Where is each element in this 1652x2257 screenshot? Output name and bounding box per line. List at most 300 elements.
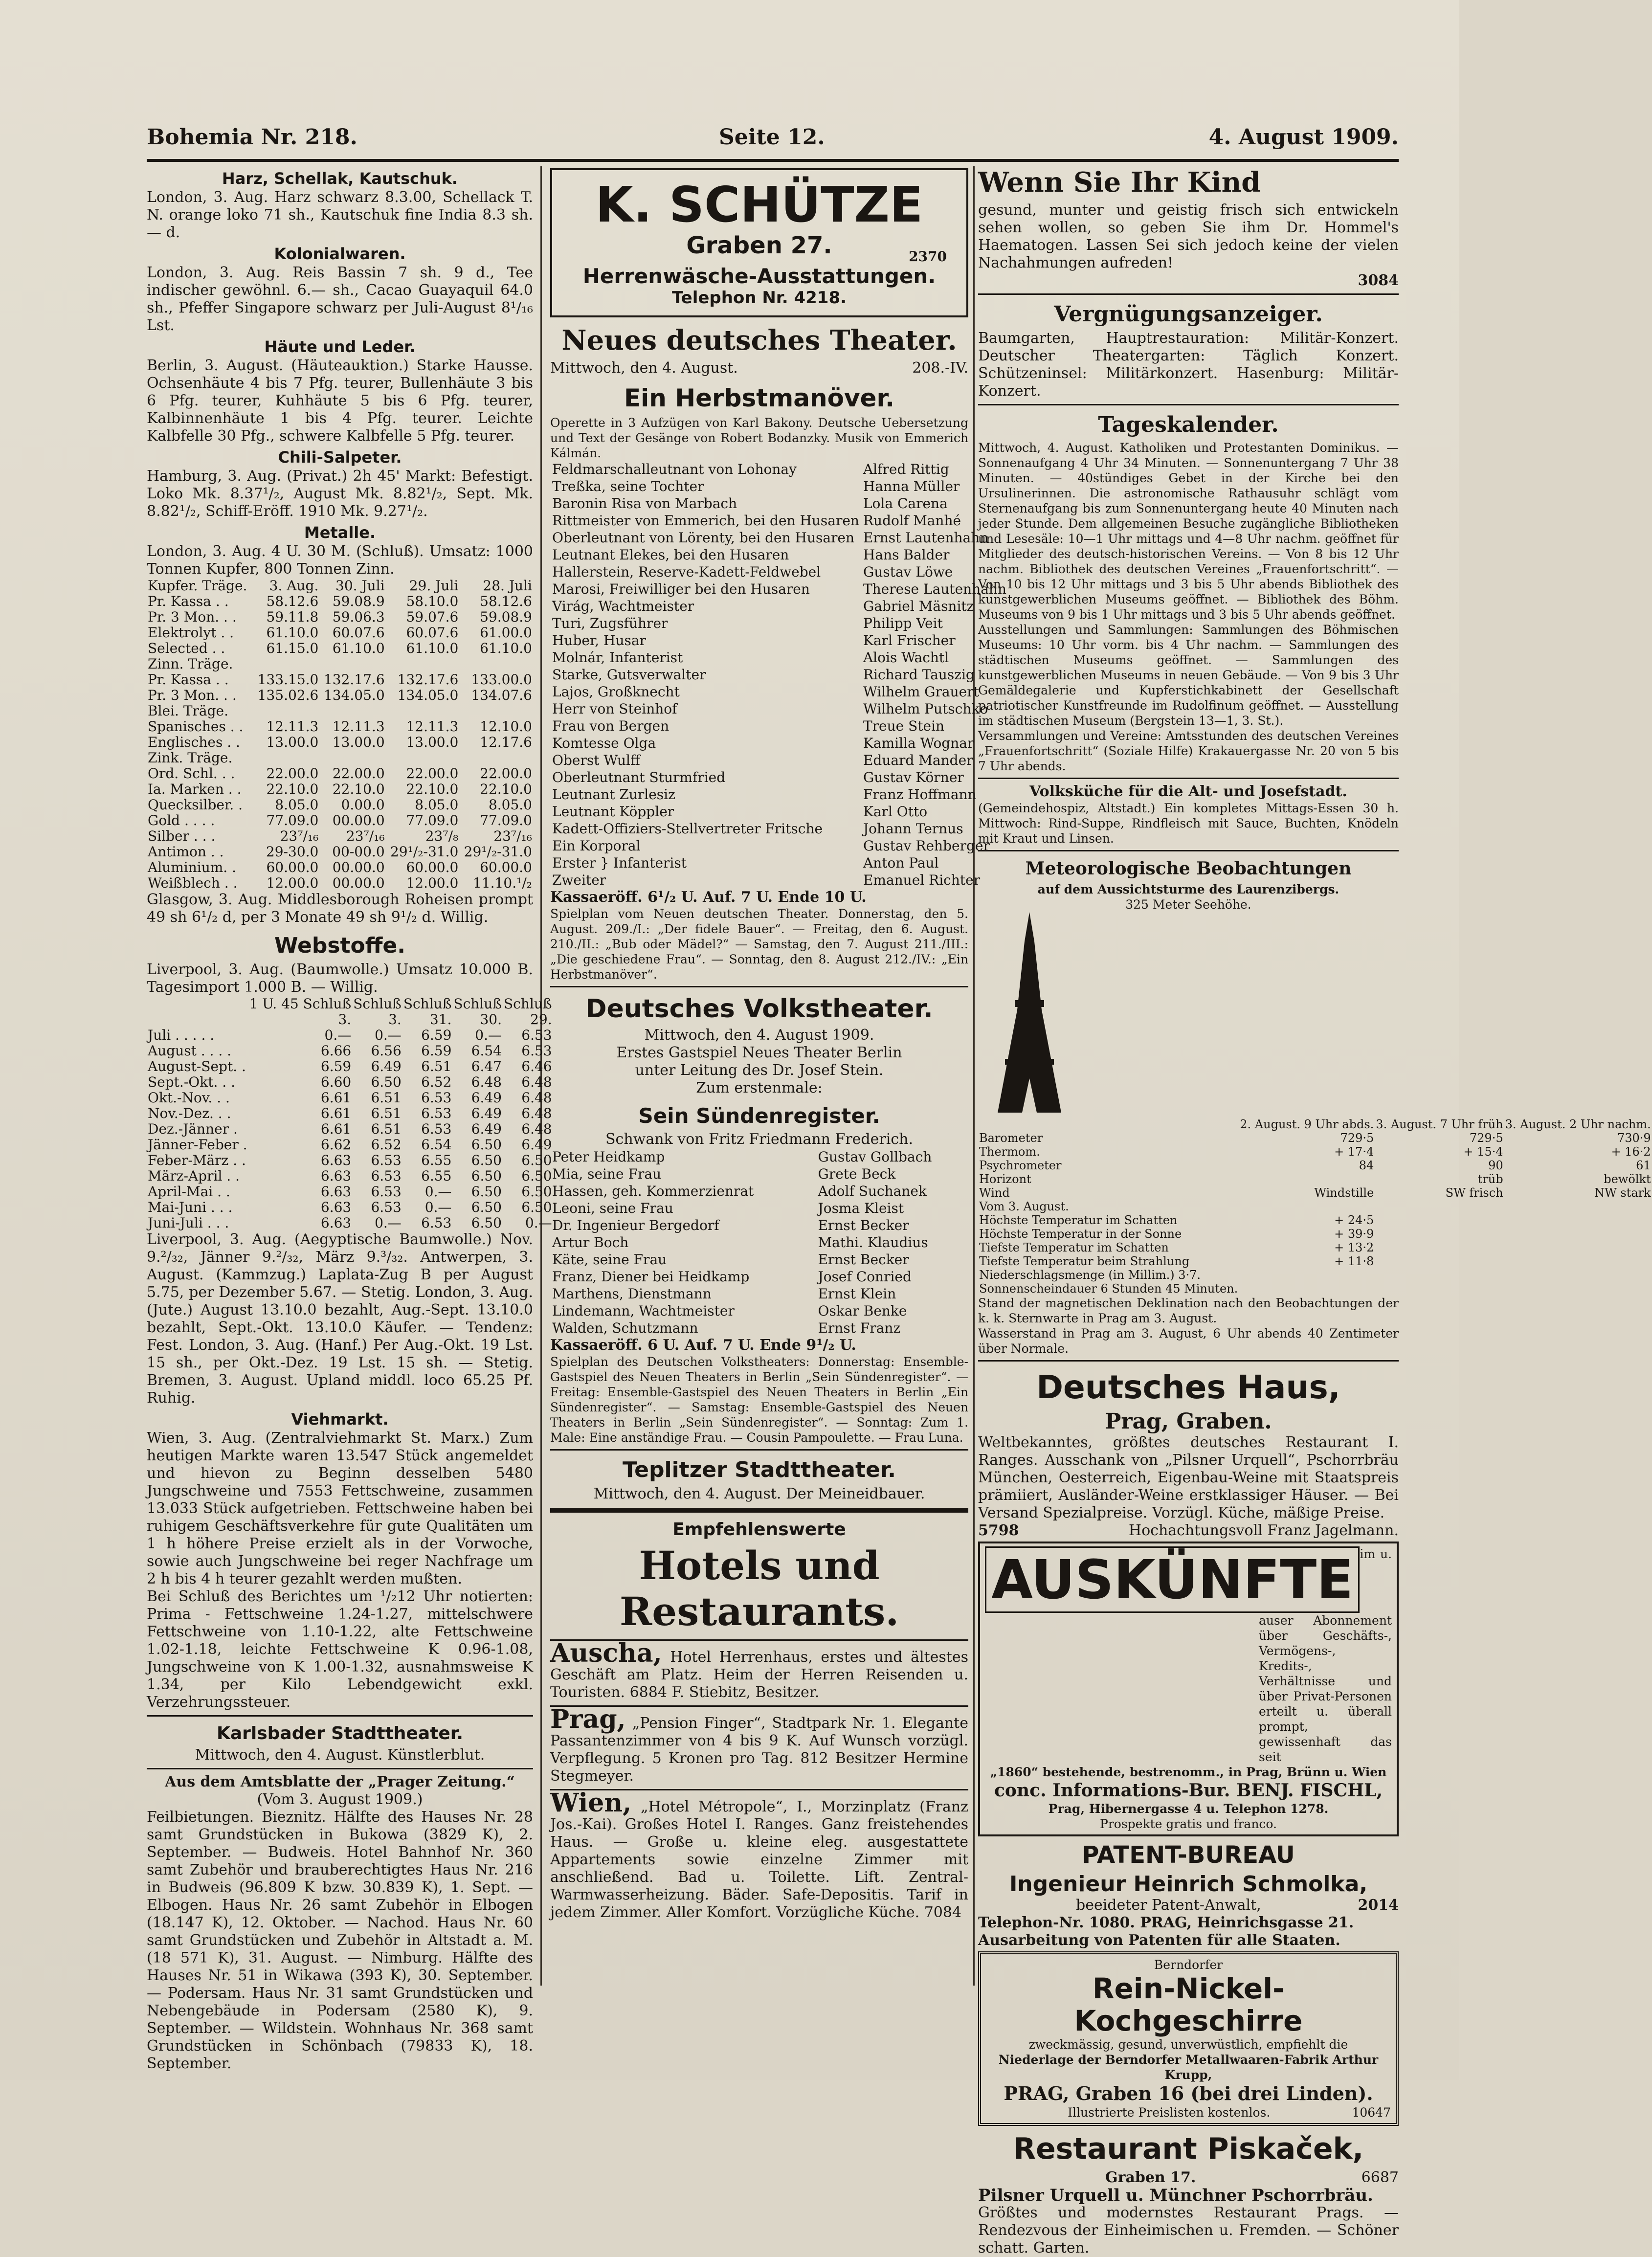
metal-row-cell: 0.00.0 <box>341 797 385 813</box>
cotton-row-cell: 6.54 <box>421 1137 452 1153</box>
cotton-row-cell: Nov.-Dez. . . <box>148 1105 231 1121</box>
meteo-row-cell: 3. August. 2 Uhr nachm. <box>1505 1117 1651 1131</box>
metal-row-cell: 12.17.6 <box>480 734 532 750</box>
schuetze-number: 2370 <box>909 248 947 265</box>
metal-row-cell: 22.00.0 <box>266 765 319 782</box>
cotton-row-cell: 3. <box>388 1011 402 1028</box>
cast-row-cell: Richard Tauszig <box>863 667 975 683</box>
metal-row-cell <box>319 656 385 672</box>
metal-row-cell: 3. Aug. <box>269 578 319 594</box>
neues-date: Mittwoch, den 4. August. <box>550 359 738 377</box>
berndorf-ad <box>978 1951 1399 2126</box>
cast-row-cell: Artur Boch <box>552 1234 629 1251</box>
neues-plan: Spielplan vom Neuen deutschen Theater. Donnerstag, den 5. August. 209./I.: „Der fidele Bauer“. — Freitag, den 6. August. 210./II.: „Bub oder Mädel?“ — Samstag, den 7. August 211./III.: „Die geschiedene Frau“. — Sonntag, den 8. August 212./IV.: „Ein Herbstmanöver“. <box>550 907 968 982</box>
metal-row <box>147 594 533 609</box>
cast-row-cell: Hanna Müller <box>863 478 960 494</box>
volks-guest-1: Erstes Gastspiel Neues Theater Berlin <box>616 1044 902 1061</box>
cast-row <box>550 769 1008 786</box>
cast-row <box>550 786 1008 803</box>
cast-row-cell: Wilhelm Grauert <box>863 684 979 700</box>
amts-heading: Aus dem Amtsblatte der „Prager Zeitung.“ <box>165 1773 515 1790</box>
metal-row-cell: 77.09.0 <box>266 812 319 828</box>
meteo-row <box>978 1117 1652 1131</box>
cotton-row <box>147 1090 553 1106</box>
meteo-note: Stand der magnetischen Deklination nach den Beobachtungen der k. k. Sternwarte in Prag am 3. August. <box>978 1296 1399 1325</box>
meteo-row-cell: Horizont <box>979 1172 1031 1186</box>
cotton-row-cell: 6.59 <box>320 1058 352 1074</box>
cotton-row-cell: 31. <box>429 1011 452 1028</box>
cotton-row-cell: 6.53 <box>421 1121 452 1137</box>
cotton-row-cell: August . . . . <box>148 1043 232 1059</box>
header-left: Bohemia Nr. 218. <box>147 125 357 150</box>
vieh-text-1: Wien, 3. Aug. (Zentralviehmarkt St. Marx.) Zum heutigen Markte waren 13.547 Stück angemeldet und hievon zu Beginn desselben 5480 Jungschweine und 7553 Fettschweine, zusammen 13.033 Stück aufgetrieben. Fettschweine haben bei ruhigem Geschäftsverkehre für gute Qualitäten um 1 h höhere Preise erzielt als in der Vorwoche, sowie auch Jungschweine bei reger Nachfrage um 2 h bis 4 h teurer gezahlt werden mußten. <box>147 1430 533 1587</box>
pisk-heading: Restaurant Piskaček, <box>1013 2132 1364 2166</box>
meteo-row-cell: 730·9 <box>1617 1131 1651 1145</box>
bern-small: Berndorfer <box>1154 1958 1223 1972</box>
cast-row-cell: Leutnant Köppler <box>552 804 674 820</box>
column-3 <box>978 166 1651 2257</box>
webstoffe-text: Liverpool, 3. Aug. (Aegyptische Baumwolle.) Nov. 9.²/₃₂, Jänner 9.²/₃₂, März 9.³/₃₂. Antwerpen, 3. August. (Kammzug.) Laplata-Zug B per August 5.75, per Dezember 5.67. — Stetig. London, 3. Aug. (Jute.) August 13.10.0 bezahlt, Aug.-Sept. 13.10.0 bezahlt, Sept.-Okt. 13.10.0 Käufer. — Tendenz: Fest. London, 3. Aug. (Hanf.) Per Aug.-Okt. 19 Lst. 15 sh., per Okt.-Dez. 19 Lst. 15 sh. — Stetig. Bremen, 3. August. Upland middl. loco 65.25 Pf. Ruhig. <box>147 1231 533 1407</box>
pisk-number: 6687 <box>1361 2169 1399 2186</box>
cotton-row-cell: Schluß <box>353 996 402 1012</box>
meteo-row-cell <box>1239 1200 1375 1213</box>
cotton-row <box>147 996 553 1012</box>
cast-row <box>550 529 1008 546</box>
ad-auscha-text: Hotel Herrenhaus, erstes und ältestes Geschäft am Platz. Heim der Herren Reisenden u. Touristen. 6884 F. Stiebitz, Besitzer. <box>550 1649 968 1701</box>
neues-heading: Neues deutsches Theater. <box>561 324 957 357</box>
cotton-row-cell: 6.50 <box>521 1168 552 1184</box>
cast-row-cell: Mia, seine Frau <box>552 1166 662 1182</box>
cotton-row-cell <box>147 1012 248 1028</box>
cotton-row-cell: 6.59 <box>421 1043 452 1059</box>
cotton-row-cell: 6.50 <box>521 1199 552 1215</box>
cast-row <box>550 495 1008 512</box>
cotton-row <box>147 1059 553 1074</box>
cast-row-cell: Huber, Husar <box>552 632 646 648</box>
meteo-row-cell: Niederschlagsmenge (in Millim.) 3·7. <box>979 1268 1201 1282</box>
cast-row <box>550 1200 968 1217</box>
meteo-row-cell: Höchste Temperatur im Schatten <box>979 1213 1178 1227</box>
cast-row <box>550 872 1008 889</box>
metal-row-cell: 61.15.0 <box>266 640 319 656</box>
metal-row <box>147 766 533 782</box>
cast-row-cell: Virág, Wachtmeister <box>552 598 694 614</box>
meteo-row-cell: + 11·8 <box>1334 1254 1374 1268</box>
cotton-row-cell: 6.46 <box>521 1058 552 1074</box>
ausk-line-3: Prag, Hibernergasse 4 u. Telephon 1278. <box>1048 1802 1329 1816</box>
cotton-row-cell: 6.53 <box>371 1199 402 1215</box>
cast-row <box>550 666 1008 683</box>
pisk-text: Größtes und modernstes Restaurant Prags. — Rendezvous der Einheimischen u. Fremden. — Schöner schatt. Garten. <box>978 2204 1399 2257</box>
tages-heading: Tageskalender. <box>1098 412 1279 437</box>
metal-row-cell: 30. Juli <box>335 578 385 594</box>
metal-row <box>147 656 533 672</box>
cotton-row-cell: 6.48 <box>521 1105 552 1121</box>
cast-row-cell: Josef Conried <box>818 1269 912 1285</box>
meteo-row-cell <box>1239 1172 1375 1186</box>
cast-row <box>550 581 1008 598</box>
metal-row-cell: 23⁷/₁₆ <box>493 828 532 844</box>
meteo-row-cell: + 24·5 <box>1334 1213 1374 1227</box>
cast-row <box>550 820 1008 837</box>
cast-row-cell: Kamilla Wognar <box>863 735 974 751</box>
metal-row-cell: 22.10.0 <box>266 781 319 797</box>
cast-row-cell: Leutnant Elekes, bei den Husaren <box>552 547 789 563</box>
bern-title: Rein-Nickel-Kochgeschirre <box>1074 1972 1303 2037</box>
metal-row <box>147 750 533 766</box>
cotton-row-cell: 6.51 <box>371 1121 402 1137</box>
cotton-row-cell: 6.50 <box>471 1137 502 1153</box>
patent-name: Ingenieur Heinrich Schmolka, <box>1009 1872 1368 1897</box>
meteo-row-cell <box>978 1117 1239 1131</box>
cotton-row-cell: 6.63 <box>320 1184 352 1200</box>
metal-row-cell: 134.07.6 <box>471 687 532 703</box>
dhaus-text: Weltbekanntes, größtes deutsches Restaurant I. Ranges. Ausschank von „Pilsner Urquell“, Pschorrbräu München, Oesterreich, Eigenbau-Weine mit Staatspreis prämiiert, Ausländer-Weine erstklassiger Häuser. — Bei Versand Spezialpreise. Vorzügl. Küche, mäßige Preise. <box>978 1434 1399 1521</box>
metal-row-cell: Ord. Schl. . . <box>148 765 235 782</box>
cotton-row-cell: 6.49 <box>471 1090 502 1106</box>
cotton-row-cell: 6.51 <box>371 1090 402 1106</box>
meteo-row-cell: Psychrometer <box>979 1159 1062 1172</box>
dhaus-heading: Deutsches Haus, <box>1036 1368 1340 1406</box>
meteo-row-cell: NW stark <box>1594 1186 1651 1200</box>
metal-row-cell: Quecksilber. . <box>148 797 243 813</box>
cotton-row-cell: 6.51 <box>371 1105 402 1121</box>
meteo-row <box>978 1186 1652 1200</box>
metal-row <box>147 875 533 891</box>
cast-row-cell: Treue Stein <box>863 718 945 734</box>
cast-row <box>550 837 1008 854</box>
liverpool-intro: Liverpool, 3. Aug. (Baumwolle.) Umsatz 10.000 B. Tagesimport 1.000 B. — Willig. <box>147 961 533 996</box>
metal-row-cell: 00.00.0 <box>332 812 385 828</box>
cast-row <box>550 1285 968 1302</box>
meteo-row-cell: 84 <box>1359 1159 1374 1172</box>
cotton-row-cell: Schluß <box>504 996 552 1012</box>
meteo-row-cell: 729·5 <box>1340 1131 1374 1145</box>
cotton-row-cell: 6.48 <box>521 1121 552 1137</box>
column-rule-2 <box>973 166 975 1986</box>
metal-row-cell: Blei. Träge. <box>148 703 229 719</box>
meteo-row-cell: Thermom. <box>979 1145 1040 1159</box>
metal-row-cell: 12.11.3 <box>406 718 459 735</box>
metal-row-cell <box>386 750 460 766</box>
meteo-row-cell: bewölkt <box>1604 1172 1651 1186</box>
metal-row-cell: Selected . . <box>148 640 225 656</box>
metal-row-cell: 12.00.0 <box>266 875 319 891</box>
metal-row-cell: 61.10.0 <box>480 640 532 656</box>
cast-row-cell: Leutnant Zurlesiz <box>552 786 675 803</box>
metal-row-cell: 8.05.0 <box>488 797 532 813</box>
haeute-heading: Häute und Leder. <box>264 337 416 356</box>
cast-row-cell: Gustav Körner <box>863 769 964 785</box>
karlsbad-text: Mittwoch, den 4. August. Künstlerblut. <box>195 1746 485 1764</box>
column-1 <box>147 166 552 2072</box>
cast-row-cell: Eduard Mander <box>863 752 973 768</box>
ad-auscha-head: Auscha, <box>550 1638 662 1668</box>
cast-row-cell: Turi, Zugsführer <box>552 615 668 631</box>
cast-row-cell: Therese Lautenhahn <box>863 581 1006 597</box>
meteo-row-cell: Wind <box>979 1186 1010 1200</box>
metal-row-cell: 29¹/₂-31.0 <box>390 844 459 860</box>
metal-row <box>147 703 533 719</box>
metal-row-cell: 133.00.0 <box>471 671 532 688</box>
versamm-text: Versammlungen und Vereine: Amtsstunden des deutschen Vereines „Frauenfortschritt“ (Soziale Hilfe) Krakauergasse Nr. 20 von 5 bis 7 Uhr abends. <box>978 729 1399 773</box>
chili-text: Hamburg, 3. Aug. (Privat.) 2h 45' Markt: Befestigt. Loko Mk. 8.37¹/₂, August Mk. 8.82¹/₂, Sept. Mk. 8.82¹/₂, Schiff-Eröff. 1910 Mk. 9.27¹/₂. <box>147 468 533 520</box>
cast-row-cell: Rudolf Manhé <box>863 513 961 529</box>
metalle-intro: London, 3. Aug. 4 U. 30 M. (Schluß). Umsatz: 1000 Tonnen Kupfer, 800 Tonnen Zinn. <box>147 543 533 578</box>
cast-row <box>550 735 1008 752</box>
volks-cast-table <box>550 1148 968 1337</box>
metal-row-cell: 12.11.3 <box>332 718 385 735</box>
patent-foot: Ausarbeitung von Patenten für alle Staaten. <box>978 1932 1340 1949</box>
ausk-line-2: conc. Informations-Bur. BENJ. FISCHL, <box>994 1780 1383 1801</box>
cotton-row-cell: März-April . . <box>148 1168 240 1184</box>
meteo-row-cell: + 17·4 <box>1334 1145 1374 1159</box>
meteo-row <box>978 1268 1652 1282</box>
meteo-row <box>978 1200 1652 1213</box>
cast-row <box>550 649 1008 666</box>
cotton-row-cell: 6.51 <box>421 1058 452 1074</box>
ausk-line-4: Prospekte gratis und franco. <box>1100 1817 1277 1831</box>
cast-row-cell: Komtesse Olga <box>552 735 656 751</box>
volks-plan: Spielplan des Deutschen Volkstheaters: Donnerstag: Ensemble-Gastspiel des Neuen Theaters in Berlin „Sein Sündenregister“. — Freitag: Ensemble-Gastspiel des Neuen Theaters in Berlin „Ein Sündenregister“. — Samstag: Ensemble-Gastspiel des Neuen Theaters in Berlin „Sein Sündenregister“. — Sonntag: Zum 1. Male: Eine anständige Frau. — Cousin Pampoulette. — Frau Luna. <box>550 1355 968 1445</box>
kind-text: gesund, munter und geistig frisch sich entwickeln sehen wollen, so geben Sie ihm Dr. Hommel's Haematogen. Lassen Sei sich jedoch keine der vielen Nachahmungen aufreden! <box>978 201 1399 271</box>
cast-row <box>550 1251 968 1268</box>
cast-row-cell: Ein Korporal <box>552 838 641 854</box>
cast-row <box>550 1268 968 1285</box>
metal-row-cell <box>319 750 385 766</box>
cast-row-cell: Gustav Löwe <box>863 564 953 580</box>
meteo-row-cell: + 16·2 <box>1611 1145 1651 1159</box>
metal-row-cell: 22.10.0 <box>406 781 459 797</box>
meteo-row <box>978 1159 1652 1172</box>
cast-row-cell: Philipp Veit <box>863 615 943 631</box>
cotton-row <box>147 1184 553 1200</box>
metal-row <box>147 688 533 703</box>
cast-row-cell: Alfred Rittig <box>863 461 949 477</box>
amts-text: Feilbietungen. Bieznitz. Hälfte des Hauses Nr. 28 samt Grundstücken in Bukowa (3829 K), 2. September. — Budweis. Hotel Bahnhof Nr. 360 samt Zubehör und brauberechtigtes Haus Nr. 216 in Budweis (96.809 K bzw. 30.839 K), 1. Sept. — Elbogen. Haus Nr. 26 samt Zubehör in Elbogen (18.147 K), 12. Oktober. — Nachod. Haus Nr. 60 samt Grundstücken und Zubehör in Altstadt a. M. (18 571 K), 31. August. — Nimburg. Hälfte des Hauses Nr. 51 in Wikawa (393 K), 30. September. — Podersam. Haus Nr. 31 samt Grundstücken und Nebengebäude in Podersam (2580 K), 9. September. — Wildstein. Wohnhaus Nr. 368 samt Grundstücken in Schönbach (79833 K), 18. September. <box>147 1809 533 2072</box>
metal-row-cell: 60.00.0 <box>266 859 319 875</box>
meteo-row-cell: Sonnenscheindauer 6 Stunden 45 Minuten. <box>979 1282 1238 1296</box>
neues-cast-table <box>550 461 1008 889</box>
cast-row-cell: Oberleutnant Sturmfried <box>552 769 726 785</box>
cast-row <box>550 854 1008 872</box>
metal-row-cell <box>386 656 460 672</box>
cast-row-cell: Franz, Diener bei Heidkamp <box>552 1269 750 1285</box>
cotton-row-cell: 6.63 <box>320 1152 352 1168</box>
cotton-row-cell: 6.53 <box>521 1043 552 1059</box>
cotton-table <box>147 996 553 1231</box>
metal-row-cell: Ia. Marken . . <box>148 781 242 797</box>
meteo-row <box>978 1213 1652 1227</box>
pisk-address: Graben 17. <box>1105 2169 1196 2186</box>
ad-prag-head: Prag, <box>550 1704 626 1734</box>
cast-row-cell: Franz Hoffmann <box>863 786 977 803</box>
cotton-row-cell: 6.48 <box>521 1074 552 1090</box>
metal-row-cell: Silber . . . <box>148 828 216 844</box>
metal-row <box>147 641 533 656</box>
meteo-row-cell: + 39·9 <box>1334 1227 1374 1241</box>
cast-row-cell: Baronin Risa von Marbach <box>552 495 737 512</box>
meteo-row-cell: Windstille <box>1314 1186 1374 1200</box>
cast-row <box>550 803 1008 820</box>
amts-sub: (Vom 3. August 1909.) <box>257 1791 423 1808</box>
volks-play-title: Sein Sündenregister. <box>638 1104 880 1128</box>
header-rule <box>147 159 1399 162</box>
metal-row-cell: 132.17.6 <box>323 671 385 688</box>
cotton-row-cell: Juni-Juli . . . <box>148 1215 229 1231</box>
cast-row-cell: Alois Wachtl <box>863 649 949 666</box>
metal-row-cell: 12.10.0 <box>480 718 532 735</box>
ad-wien-head: Wien, <box>550 1788 632 1818</box>
metal-row-cell: 00.00.0 <box>332 859 385 875</box>
meteo-row <box>978 1254 1652 1268</box>
meteo-row-cell: 61 <box>1636 1159 1651 1172</box>
metal-row <box>147 860 533 875</box>
metal-row-cell: Spanisches . . <box>148 718 244 735</box>
cotton-row-cell: 6.49 <box>371 1058 402 1074</box>
metal-row-cell: 134.05.0 <box>397 687 459 703</box>
metal-row-cell: Zinn. Träge. <box>148 656 233 672</box>
metal-row-cell: 60.07.6 <box>332 625 385 641</box>
cotton-row <box>147 1028 553 1043</box>
meteo-row <box>978 1241 1652 1254</box>
cotton-row-cell: 6.50 <box>471 1199 502 1215</box>
metal-row-cell: Pr. 3 Mon. . . <box>148 687 237 703</box>
harz-text: London, 3. Aug. Harz schwarz 8.3.00, Schellack T. N. orange loko 71 sh., Kautschuk fine India 8.3 sh. — d. <box>147 189 533 241</box>
meteo-row-cell: SW frisch <box>1445 1186 1503 1200</box>
meteo-foot: Wasserstand in Prag am 3. August, 6 Uhr abends 40 Zentimeter über Normale. <box>978 1326 1399 1356</box>
cast-row-cell: Feldmarschalleutnant von Lohonay <box>552 461 797 477</box>
cast-row-cell: Ernst Becker <box>818 1251 909 1268</box>
cast-row-cell: Karl Otto <box>863 804 928 820</box>
cotton-row-cell: 6.56 <box>371 1043 402 1059</box>
cast-row-cell: Ernst Klein <box>818 1286 896 1302</box>
cotton-row-cell: 6.55 <box>421 1152 452 1168</box>
metal-row-cell: 59.08.9 <box>480 609 532 625</box>
cotton-row <box>147 1215 553 1231</box>
patent-number: 2014 <box>1358 1897 1399 1914</box>
cotton-row-cell: Schluß <box>453 996 502 1012</box>
cotton-row <box>147 1200 553 1215</box>
kind-heading: Wenn Sie Ihr Kind <box>978 166 1261 199</box>
cast-row-cell: Hassen, geh. Kommerzienrat <box>552 1183 754 1199</box>
metal-row-cell: 13.00.0 <box>332 734 385 750</box>
cast-row <box>550 478 1008 495</box>
haeute-text: Berlin, 3. August. (Häuteauktion.) Starke Hausse. Ochsenhäute 4 bis 7 Pfg. teurer, Bullenhäute 3 bis 6 Pfg. teurer, Kuhhäute 5 bis 6 Pfg. teurer, Kalbinnenhäute 1 bis 4 Pfg. teurer. Leichte Kalbfelle 30 Pfg., schwere Kalbfelle 5 Pfg. teurer. <box>147 357 533 445</box>
kind-number: 3084 <box>1358 272 1399 289</box>
metal-row-cell: Kupfer. Träge. <box>148 578 247 594</box>
cast-row-cell: Ernst Lautenhahn <box>863 530 989 546</box>
meteo-row-cell: Tiefste Temperatur beim Strahlung <box>979 1254 1190 1268</box>
metal-row-cell: Pr. 3 Mon. . . <box>148 609 237 625</box>
cotton-row-cell: 6.61 <box>320 1105 352 1121</box>
neues-times: Kassaeröff. 6¹/₂ U. Auf. 7 U. Ende 10 U. <box>550 889 867 906</box>
cotton-row-cell: 0.— <box>424 1199 452 1215</box>
metal-row-cell: 135.02.6 <box>257 687 319 703</box>
metal-row-cell: 59.11.8 <box>266 609 319 625</box>
cast-row-cell: Peter Heidkamp <box>552 1149 665 1165</box>
cast-row-cell: Käte, seine Frau <box>552 1251 667 1268</box>
metal-row-cell: 133.15.0 <box>257 671 319 688</box>
cast-row-cell: Gabriel Mäsnitz <box>863 598 974 614</box>
cotton-row-cell: 6.63 <box>320 1168 352 1184</box>
cotton-row <box>147 1074 553 1090</box>
cotton-row-cell: 29. <box>530 1011 552 1028</box>
volks-date: Mittwoch, den 4. August 1909. <box>644 1027 874 1044</box>
cotton-row-cell: 0.— <box>375 1027 402 1043</box>
metal-row-cell: 61.10.0 <box>406 640 459 656</box>
cast-row-cell: Wilhelm Putschko <box>863 701 988 717</box>
meteo-row-cell <box>1239 1282 1375 1296</box>
volks-heading: Deutsches Volkstheater. <box>585 994 933 1024</box>
neues-number: 208.-IV. <box>912 359 968 377</box>
cast-row-cell: Leoni, seine Frau <box>552 1200 673 1216</box>
schuetze-address: Graben 27. <box>686 232 832 259</box>
cotton-row-cell: Mai-Juni . . . <box>148 1199 233 1215</box>
volks-guest-2: unter Leitung des Dr. Josef Stein. <box>635 1062 884 1079</box>
cast-row-cell: Ernst Becker <box>818 1217 909 1233</box>
bern-address: PRAG, Graben 16 (bei drei Linden). <box>1004 2082 1373 2104</box>
cotton-row <box>147 1106 553 1121</box>
metal-row-cell: 61.00.0 <box>480 625 532 641</box>
cotton-row-cell: 6.63 <box>320 1199 352 1215</box>
harz-heading: Harz, Schellak, Kautschuk. <box>222 169 458 188</box>
metal-row-cell <box>253 656 319 672</box>
cast-row-cell: Grete Beck <box>818 1166 896 1182</box>
metal-row-cell: 22.00.0 <box>480 765 532 782</box>
cotton-row-cell: Juli . . . . . <box>148 1027 215 1043</box>
metal-row <box>147 782 533 797</box>
cast-row-cell: Johann Ternus <box>863 821 963 837</box>
metal-row-cell: 59.06.3 <box>332 609 385 625</box>
bern-desc: zweckmässig, gesund, unverwüstlich, empfiehlt die <box>1028 2037 1348 2052</box>
cotton-row-cell: 6.49 <box>521 1137 552 1153</box>
metal-row-cell: 11.10.¹/₂ <box>473 875 532 891</box>
meteo-table <box>978 1117 1652 1296</box>
metal-row-cell: 12.11.3 <box>266 718 319 735</box>
glasgow-text: Glasgow, 3. Aug. Middlesborough Roheisen prompt 49 sh 6¹/₂ d, per 3 Monate 49 sh 9¹/₂ d. Willig. <box>147 891 533 926</box>
patent-telephone: Telephon-Nr. 1080. PRAG, Heinrichsgasse 21. <box>978 1914 1354 1931</box>
cotton-row-cell: Feber-März . . <box>148 1152 246 1168</box>
cotton-row-cell: Sept.-Okt. . . <box>148 1074 235 1090</box>
cast-row-cell: Gustav Rehberger <box>863 838 990 854</box>
metal-row-cell: 12.00.0 <box>406 875 459 891</box>
cotton-row-cell: 6.52 <box>421 1074 452 1090</box>
volks-first: Zum erstenmale: <box>696 1079 823 1096</box>
header-center: Seite 12. <box>719 125 825 150</box>
cotton-row-cell: 6.48 <box>471 1074 502 1090</box>
cotton-row-cell: 6.50 <box>471 1184 502 1200</box>
cotton-row-cell: 6.63 <box>320 1215 352 1231</box>
bern-foot: Illustrierte Preislisten kostenlos. <box>1068 2105 1271 2120</box>
metal-row <box>147 797 533 813</box>
meteo-row-cell: Höchste Temperatur in der Sonne <box>979 1227 1182 1241</box>
meteo-row-cell: 3. August. 7 Uhr früh <box>1376 1117 1503 1131</box>
metalle-heading: Metalle. <box>304 523 376 542</box>
metal-row-cell: 28. Juli <box>483 578 532 594</box>
meteo-heading: Meteorologische Beobachtungen <box>1025 858 1352 879</box>
cast-row <box>550 683 1008 700</box>
metal-row-cell: Zink. Träge. <box>148 750 233 766</box>
metal-row-cell: 23⁷/₈ <box>425 828 459 844</box>
cotton-row-cell: August-Sept. . <box>148 1058 246 1074</box>
metal-row-cell: 00.00.0 <box>332 875 385 891</box>
meteo-row-cell: 2. August. 9 Uhr abds. <box>1240 1117 1374 1131</box>
metal-row-cell <box>459 656 533 672</box>
page-header <box>147 125 1399 154</box>
metal-row-cell: 77.09.0 <box>480 812 532 828</box>
cotton-row-cell: 6.50 <box>521 1152 552 1168</box>
